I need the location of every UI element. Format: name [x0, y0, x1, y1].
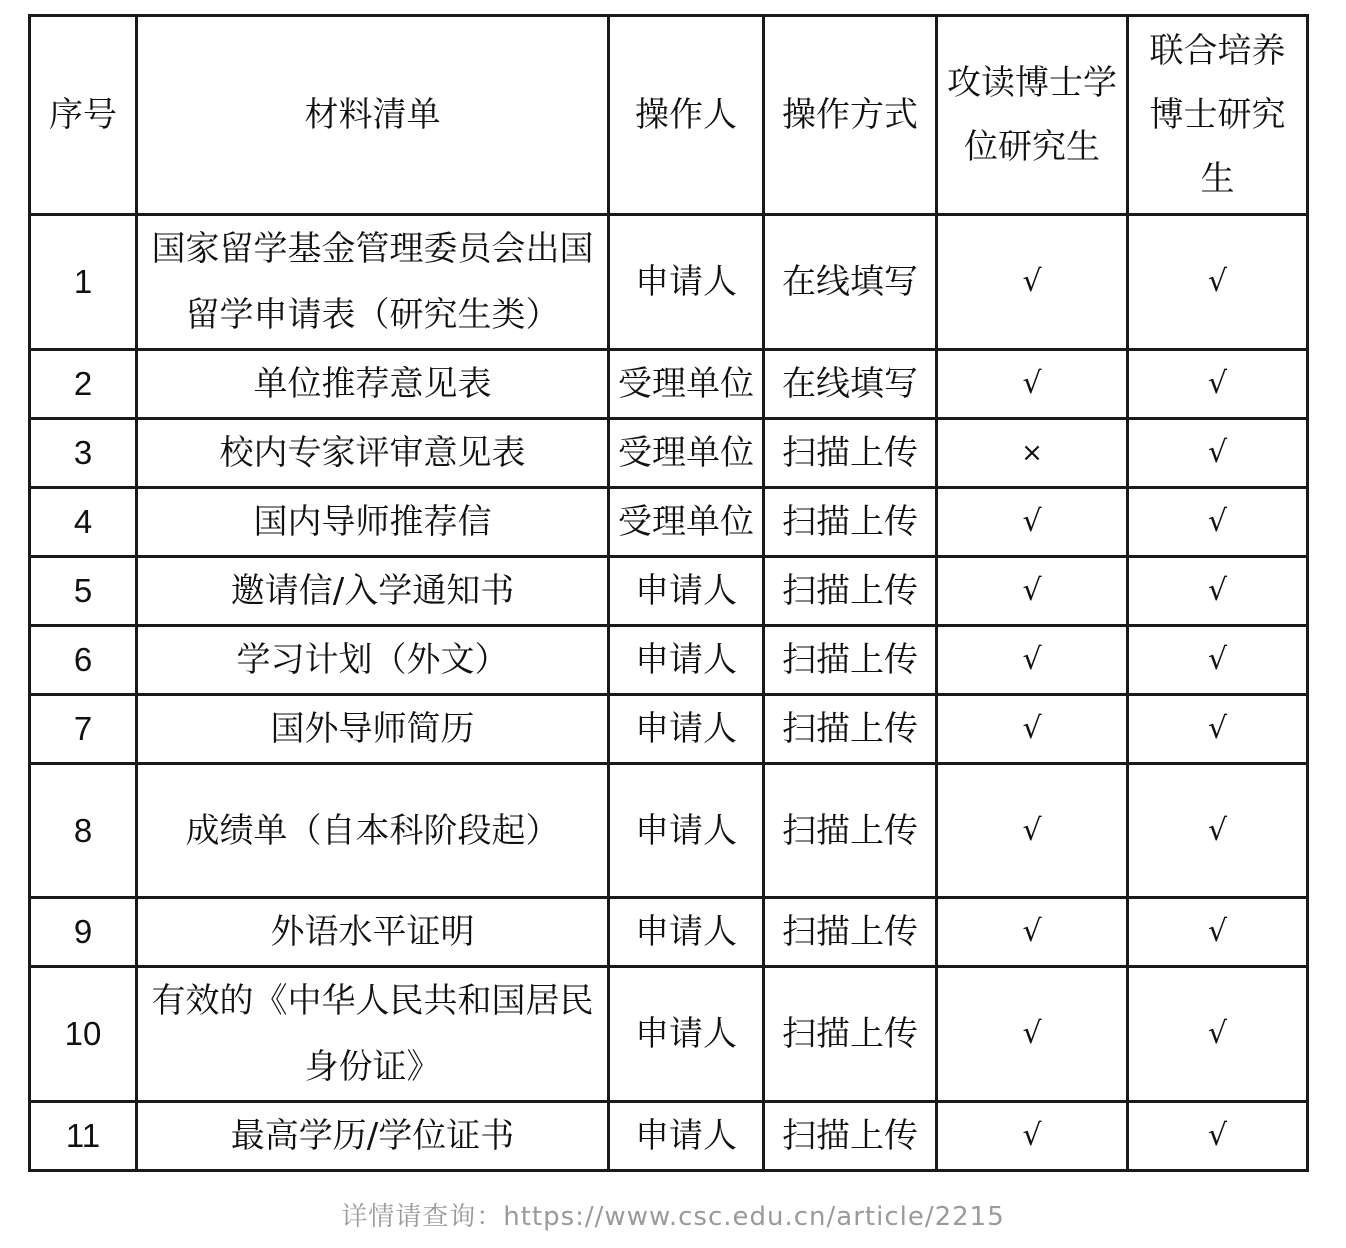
- row-method: 扫描上传: [764, 764, 937, 898]
- table-row: [30, 350, 1308, 419]
- row-phd-degree: √: [937, 350, 1128, 419]
- header-joint-phd: 联合培养博士研究生: [1128, 16, 1308, 215]
- row-phd-degree: √: [937, 967, 1128, 1102]
- row-method: 扫描上传: [764, 967, 937, 1102]
- row-method: 扫描上传: [764, 898, 937, 967]
- row-operator: 申请人: [609, 695, 764, 764]
- row-material: 单位推荐意见表: [137, 350, 609, 419]
- table-row: [30, 1102, 1308, 1171]
- table-row: [30, 557, 1308, 626]
- row-joint-phd: √: [1128, 626, 1308, 695]
- header-row: [30, 16, 1308, 215]
- row-joint-phd: √: [1128, 557, 1308, 626]
- row-joint-phd: √: [1128, 898, 1308, 967]
- row-material: 有效的《中华人民共和国居民身份证》: [137, 967, 609, 1102]
- row-material: 学习计划（外文）: [137, 626, 609, 695]
- row-operator: 申请人: [609, 898, 764, 967]
- row-joint-phd: √: [1128, 350, 1308, 419]
- row-phd-degree: √: [937, 898, 1128, 967]
- row-phd-degree: √: [937, 695, 1128, 764]
- row-joint-phd: √: [1128, 488, 1308, 557]
- row-material: 校内专家评审意见表: [137, 419, 609, 488]
- materials-table: [28, 14, 1309, 1172]
- row-material: 最高学历/学位证书: [137, 1102, 609, 1171]
- row-index: 6: [30, 626, 137, 695]
- row-operator: 申请人: [609, 967, 764, 1102]
- row-index: 5: [30, 557, 137, 626]
- row-material: 国内导师推荐信: [137, 488, 609, 557]
- header-index: 序号: [30, 16, 137, 215]
- row-joint-phd: √: [1128, 695, 1308, 764]
- row-method: 扫描上传: [764, 419, 937, 488]
- row-phd-degree: √: [937, 557, 1128, 626]
- row-method: 扫描上传: [764, 488, 937, 557]
- row-material: 外语水平证明: [137, 898, 609, 967]
- row-method: 扫描上传: [764, 557, 937, 626]
- row-operator: 申请人: [609, 557, 764, 626]
- row-material: 国外导师简历: [137, 695, 609, 764]
- row-index: 7: [30, 695, 137, 764]
- table-row: [30, 626, 1308, 695]
- row-index: 11: [30, 1102, 137, 1171]
- row-phd-degree: √: [937, 215, 1128, 350]
- row-phd-degree: √: [937, 626, 1128, 695]
- row-operator: 受理单位: [609, 488, 764, 557]
- source-footer: 详情请查询：https://www.csc.edu.cn/article/2215: [341, 1202, 1005, 1232]
- row-operator: 受理单位: [609, 419, 764, 488]
- row-material: 成绩单（自本科阶段起）: [137, 764, 609, 898]
- row-index: 3: [30, 419, 137, 488]
- row-method: 在线填写: [764, 215, 937, 350]
- row-joint-phd: √: [1128, 215, 1308, 350]
- table-row: [30, 215, 1308, 350]
- header-phd-degree: 攻读博士学位研究生: [937, 16, 1128, 215]
- row-material: 邀请信/入学通知书: [137, 557, 609, 626]
- table-row: [30, 695, 1308, 764]
- row-method: 扫描上传: [764, 695, 937, 764]
- table-row: [30, 419, 1308, 488]
- header-method: 操作方式: [764, 16, 937, 215]
- row-joint-phd: √: [1128, 764, 1308, 898]
- row-index: 8: [30, 764, 137, 898]
- table-row: [30, 967, 1308, 1102]
- row-operator: 受理单位: [609, 350, 764, 419]
- row-phd-degree: ×: [937, 419, 1128, 488]
- row-method: 在线填写: [764, 350, 937, 419]
- row-method: 扫描上传: [764, 1102, 937, 1171]
- table-row: [30, 898, 1308, 967]
- row-joint-phd: √: [1128, 1102, 1308, 1171]
- row-joint-phd: √: [1128, 967, 1308, 1102]
- row-operator: 申请人: [609, 764, 764, 898]
- row-index: 2: [30, 350, 137, 419]
- row-index: 1: [30, 215, 137, 350]
- header-material: 材料清单: [137, 16, 609, 215]
- row-phd-degree: √: [937, 488, 1128, 557]
- row-method: 扫描上传: [764, 626, 937, 695]
- row-operator: 申请人: [609, 215, 764, 350]
- row-joint-phd: √: [1128, 419, 1308, 488]
- row-phd-degree: √: [937, 764, 1128, 898]
- header-operator: 操作人: [609, 16, 764, 215]
- row-index: 10: [30, 967, 137, 1102]
- row-index: 4: [30, 488, 137, 557]
- row-index: 9: [30, 898, 137, 967]
- row-material: 国家留学基金管理委员会出国留学申请表（研究生类）: [137, 215, 609, 350]
- row-operator: 申请人: [609, 1102, 764, 1171]
- row-phd-degree: √: [937, 1102, 1128, 1171]
- table-row: [30, 764, 1308, 898]
- table-row: [30, 488, 1308, 557]
- row-operator: 申请人: [609, 626, 764, 695]
